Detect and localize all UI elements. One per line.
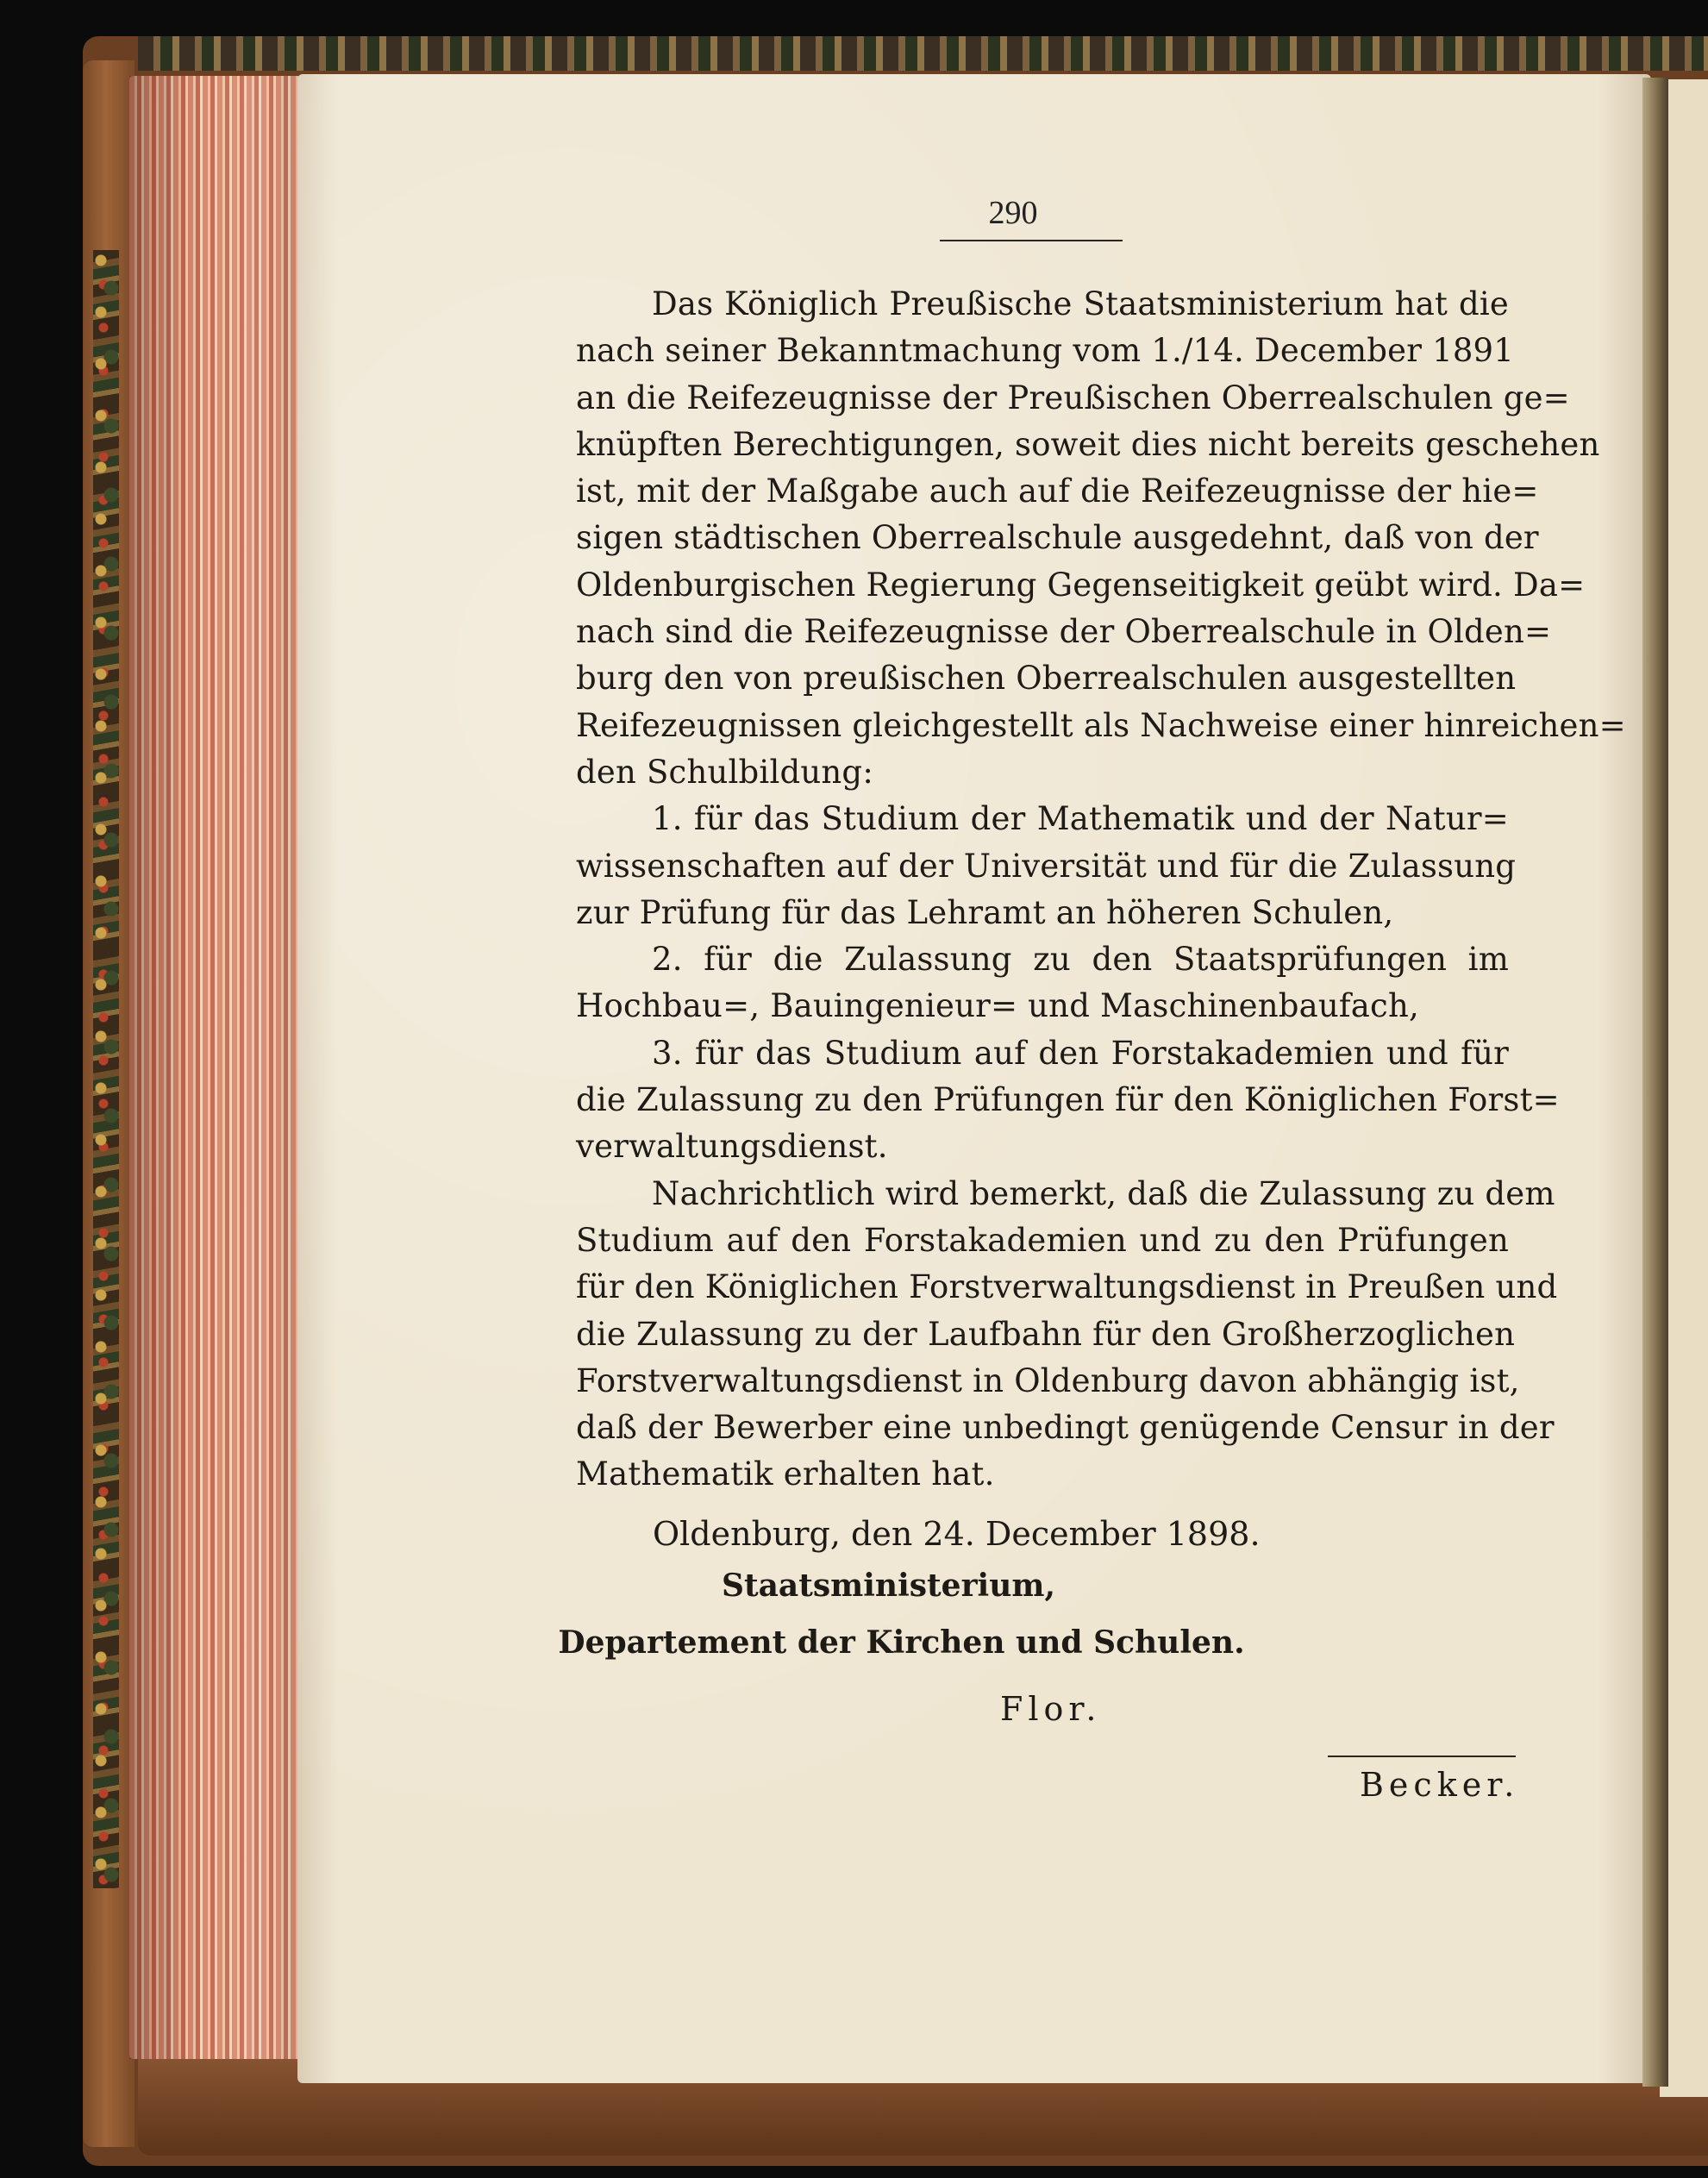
signature-rule bbox=[1328, 1756, 1516, 1757]
list-item-line: zur Prüfung für das Lehramt an höheren Schulen, bbox=[576, 893, 1394, 931]
list-item-line: wissenschaften auf der Universität und für die Zulassung bbox=[576, 847, 1517, 885]
text-line: daß der Bewerber eine unbedingt genügende Censur in der bbox=[576, 1409, 1555, 1447]
list-item-line: verwaltungsdienst. bbox=[576, 1128, 888, 1166]
signature-main: Flor. bbox=[1000, 1690, 1102, 1728]
top-marbled-edge bbox=[138, 36, 1708, 71]
text-line: Nachrichtlich wird bemerkt, daß die Zulassung zu dem bbox=[652, 1174, 1555, 1212]
page-edges-shadow bbox=[129, 76, 310, 2059]
text-line: Das Königlich Preußische Staatsministerium hat die bbox=[652, 285, 1509, 322]
text-line: Forstverwaltungsdienst in Oldenburg davon abhängig ist, bbox=[576, 1361, 1520, 1399]
text-line: ist, mit der Maßgabe auch auf die Reifezeugnisse der hie= bbox=[576, 473, 1539, 510]
page-number: 290 bbox=[988, 195, 1038, 231]
text-line: den Schulbildung: bbox=[576, 753, 873, 791]
page-gutter bbox=[1642, 78, 1668, 2087]
text-line: für den Königlichen Forstverwaltungsdienst in Preußen und bbox=[576, 1268, 1558, 1306]
text-line: sigen städtischen Oberrealschule ausgedehnt, daß von der bbox=[576, 519, 1539, 557]
text-line: an die Reifezeugnisse der Preußischen Oberrealschulen ge= bbox=[576, 379, 1570, 416]
list-item-line: Hochbau=, Bauingenieur= und Maschinenbaufach, bbox=[576, 987, 1419, 1025]
text-line: die Zulassung zu der Laufbahn für den Großherzoglichen bbox=[576, 1315, 1516, 1353]
text-line: nach seiner Bekanntmachung vom 1./14. December 1891 bbox=[576, 332, 1515, 370]
page-number-rule bbox=[940, 240, 1123, 241]
text-line: nach sind die Reifezeugnisse der Oberrealschule in Olden= bbox=[576, 613, 1552, 651]
issuing-authority: Staatsministerium, bbox=[721, 1568, 1056, 1604]
closing-date: Oldenburg, den 24. December 1898. bbox=[653, 1515, 1261, 1553]
text-line: Studium auf den Forstakademien und zu den Prüfungen bbox=[576, 1221, 1509, 1259]
list-item-line: 2. für die Zulassung zu den Staatsprüfungen im bbox=[652, 941, 1509, 979]
text-line: burg den von preußischen Oberrealschulen ausgestellten bbox=[576, 660, 1517, 698]
issuing-department: Departement der Kirchen und Schulen. bbox=[558, 1624, 1245, 1661]
text-line: Oldenburgischen Regierung Gegenseitigkeit geübt wird. Da= bbox=[576, 566, 1586, 604]
list-item-line: die Zulassung zu den Prüfungen für den Königlichen Forst= bbox=[576, 1081, 1560, 1119]
list-item-line: 1. für das Studium der Mathematik und der Natur= bbox=[652, 800, 1509, 838]
signature-second: Becker. bbox=[1360, 1766, 1520, 1804]
text-line: Mathematik erhalten hat. bbox=[576, 1455, 995, 1493]
text-line: Reifezeugnissen gleichgestellt als Nachweise einer hinreichen= bbox=[576, 706, 1626, 744]
list-item-line: 3. für das Studium auf den Forstakademien und für bbox=[652, 1034, 1509, 1072]
body-text bbox=[576, 281, 1626, 1499]
text-line: knüpften Berechtigungen, soweit dies nicht bereits geschehen bbox=[576, 425, 1600, 463]
